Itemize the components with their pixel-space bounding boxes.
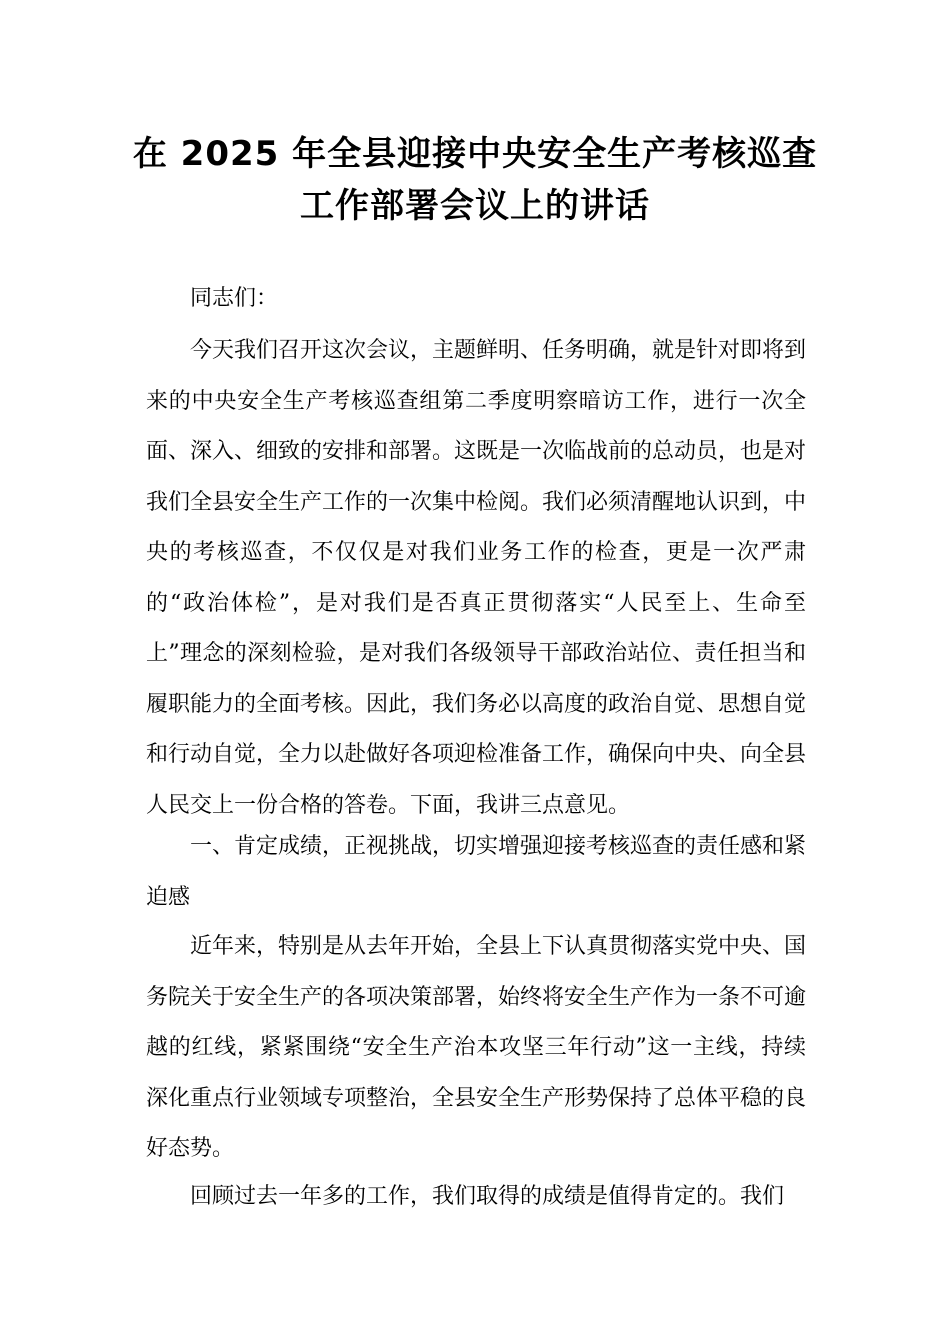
document-title-line-1: 在 2025 年全县迎接中央安全生产考核巡查 [132, 134, 818, 174]
paragraph-achievements: 近年来，特别是从去年开始，全县上下认真贯彻落实党中央、国务院关于安全生产的各项决策部署，始终将安全生产作为一条不可逾越的红线，紧紧围绕“安全生产治本攻坚三年行动”这一主线，持续深化重点行业领域专项整治，全县安全生产形势保持了总体平稳的良好态势。 [146, 934, 807, 1161]
paragraph-review: 回顾过去一年多的工作，我们取得的成绩是值得肯定的。我们 [190, 1184, 785, 1209]
section-heading-1: 一、肯定成绩，正视挑战，切实增强迎接考核巡查的责任感和紧迫感 [146, 834, 807, 910]
paragraph-intro: 今天我们召开这次会议，主题鲜明、任务明确，就是针对即将到来的中央安全生产考核巡查组第二季度明察暗访工作，进行一次全面、深入、细致的安排和部署。这既是一次临战前的总动员，也是对我们全县安全生产工作的一次集中检阅。我们必须清醒地认识到，中央的考核巡查，不仅仅是对我们业务工作的检查，更是一次严肃的“政治体检”，是对我们是否真正贯彻落实“人民至上、生命至上”理念的深刻检验，是对我们各级领导干部政治站位、责任担当和履职能力的全面考核。因此，我们务必以高度的政治自觉、思想自觉和行动自觉，全力以赴做好各项迎检准备工作，确保向中央、向全县人民交上一份合格的答卷。下面，我讲三点意见。 [146, 338, 807, 818]
salutation: 同志们： [190, 286, 279, 311]
document-title-line-2: 工作部署会议上的讲话 [300, 186, 650, 226]
